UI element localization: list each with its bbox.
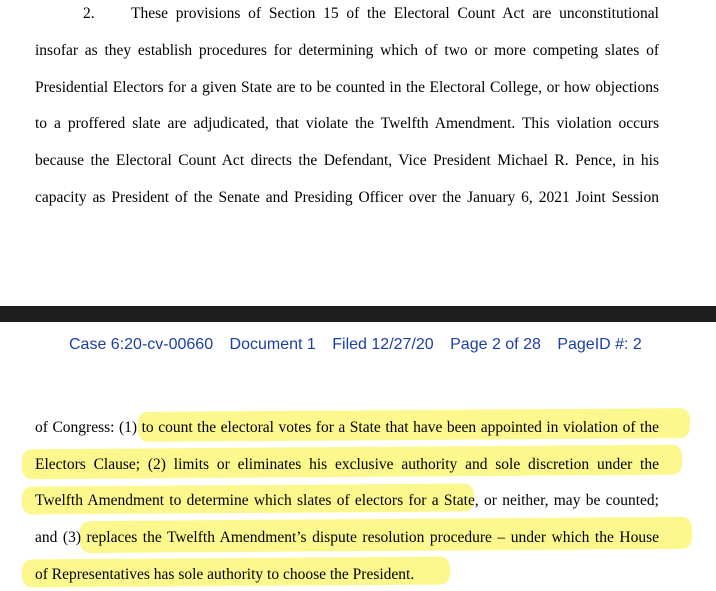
page-divider	[0, 306, 716, 322]
text-line: These provisions of Section 15 of the Electoral Count Act are unconstitutional	[131, 5, 659, 22]
document-number: Document 1	[229, 336, 316, 353]
document-page-bottom	[0, 322, 716, 591]
text-line: insofar as they establish procedures for determining which of two or more competing slates of	[35, 42, 659, 59]
text-line: of Representatives has sole authority to choose the President.	[35, 566, 415, 583]
text-line: to a proffered slate are adjudicated, that violate the Twelfth Amendment. This violation occurs	[35, 115, 659, 132]
text-line: and (3) replaces the Twelfth Amendment’s dispute resolution procedure – under which the House	[35, 529, 659, 546]
filed-date: Filed 12/27/20	[332, 336, 434, 353]
text-line: because the Electoral Count Act directs the Defendant, Vice President Michael R. Pence, in his	[35, 152, 659, 169]
text-line: capacity as President of the Senate and Presiding Officer over the January 6, 2021 Joint Session	[35, 189, 659, 206]
paragraph-number: 2.	[83, 5, 95, 22]
text-line: Presidential Electors for a given State are to be counted in the Electoral College, or how objections	[35, 79, 659, 96]
page-count: Page 2 of 28	[450, 336, 541, 353]
text-line: Electors Clause; (2) limits or eliminates his exclusive authority and sole discretion under the	[35, 456, 659, 473]
text-line: of Congress: (1) to count the electoral votes for a State that have been appointed in violation of the	[35, 419, 659, 436]
text-line: Twelfth Amendment to determine which slates of electors for a State, or neither, may be counted;	[35, 492, 659, 509]
case-header	[69, 336, 654, 354]
page-id: PageID #: 2	[557, 336, 642, 353]
case-number: Case 6:20-cv-00660	[69, 336, 214, 353]
